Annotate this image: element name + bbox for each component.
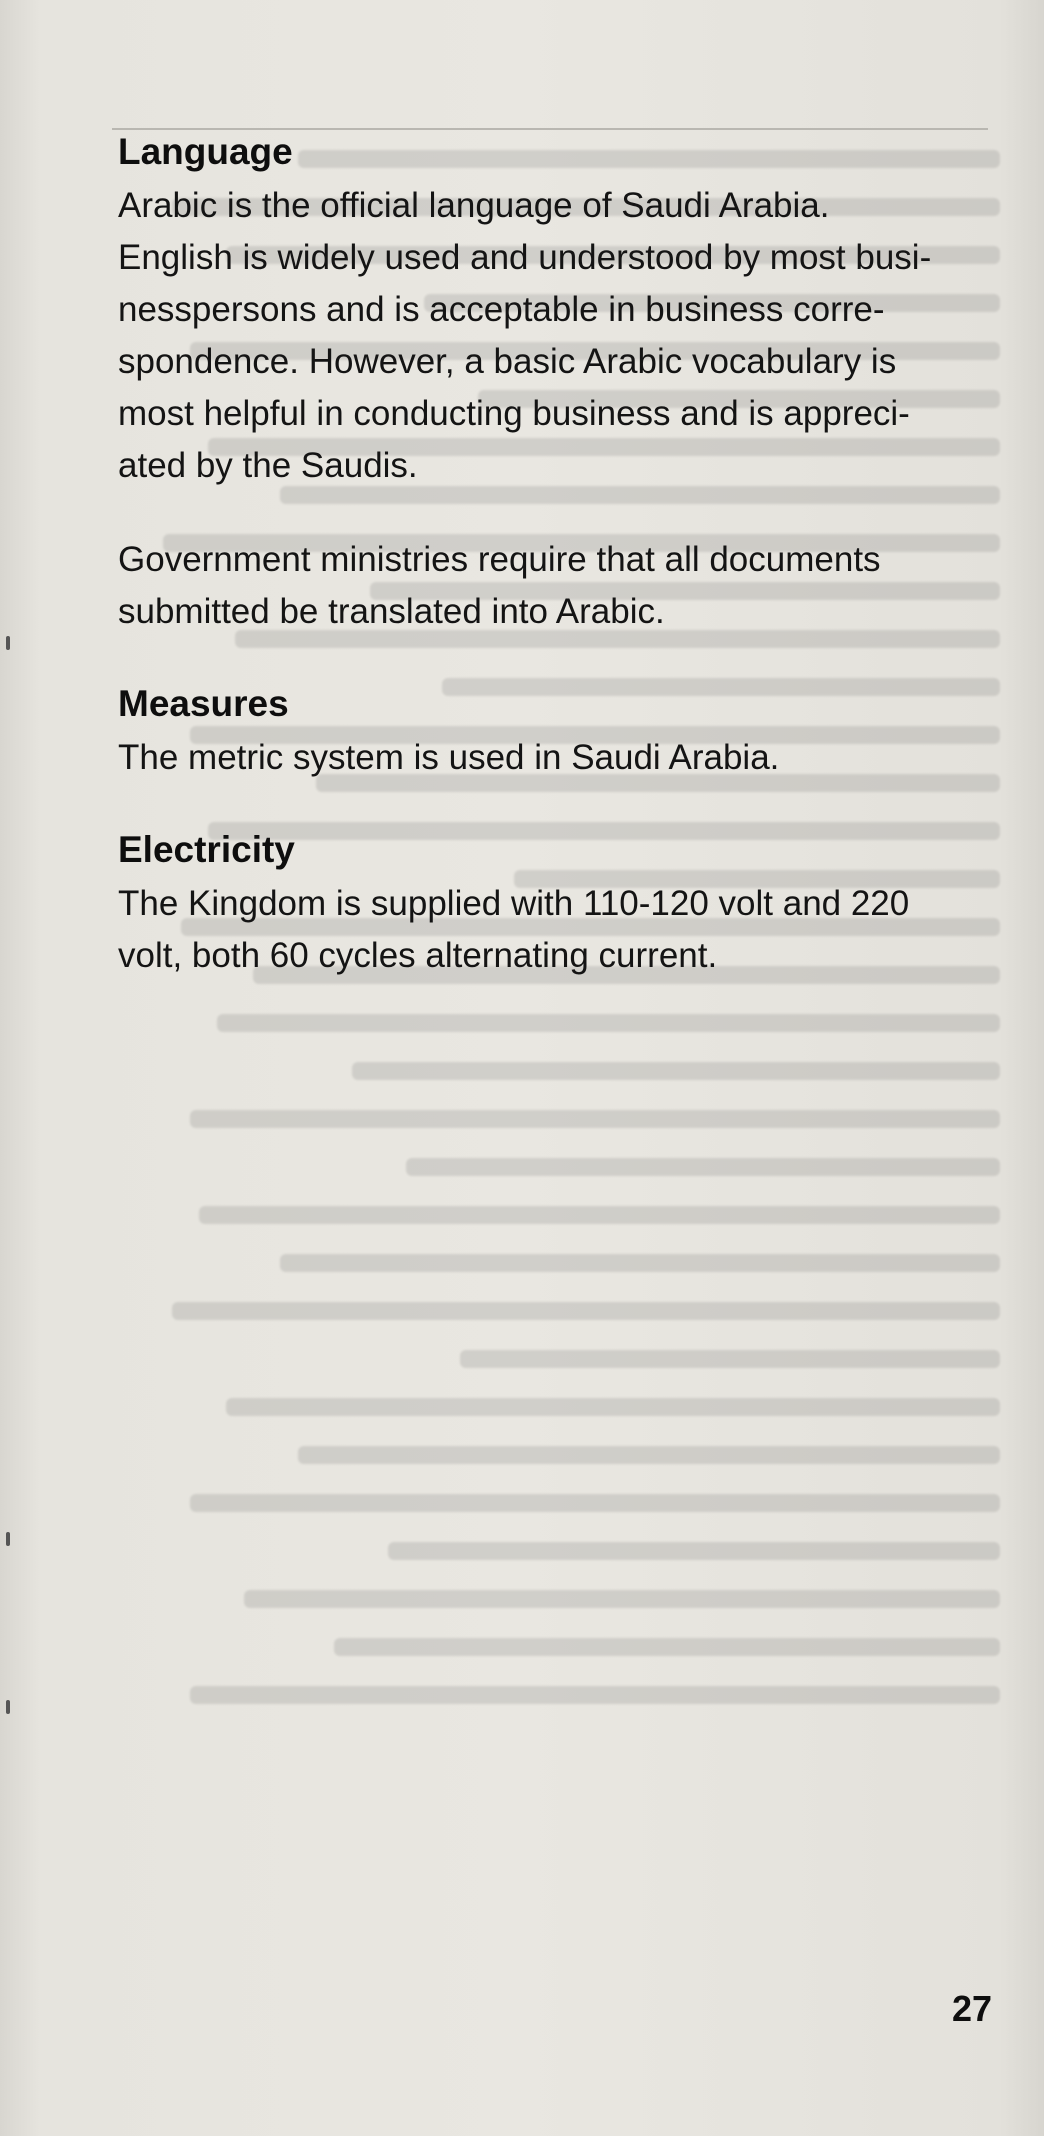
section-paragraph: The Kingdom is supplied with 110-120 volt and 220 volt, both 60 cycles alternating current. <box>118 884 910 975</box>
binding-mark <box>6 636 10 650</box>
binding-mark <box>6 1700 10 1714</box>
section-paragraph: Arabic is the official language of Saudi Arabia. English is widely used and understood by most busi- nesspersons and is acceptable in business corre- spondence. However, a basic Arabic vocabulary is most helpful in conducting business and is appreci- ated by the Saudis. <box>118 186 932 485</box>
section-heading: Electricity <box>118 829 295 870</box>
section-paragraph: The metric system is used in Saudi Arabia. <box>118 738 780 777</box>
section-measures <box>118 682 998 784</box>
section-language <box>118 130 998 638</box>
section-heading: Measures <box>118 683 289 724</box>
page-content <box>118 130 998 1026</box>
section-paragraph: Government ministries require that all documents submitted be translated into Arabic. <box>118 540 881 631</box>
binding-mark <box>6 1532 10 1546</box>
section-electricity <box>118 828 998 982</box>
page-number: 27 <box>952 1988 993 2029</box>
section-heading: Language <box>118 131 293 172</box>
